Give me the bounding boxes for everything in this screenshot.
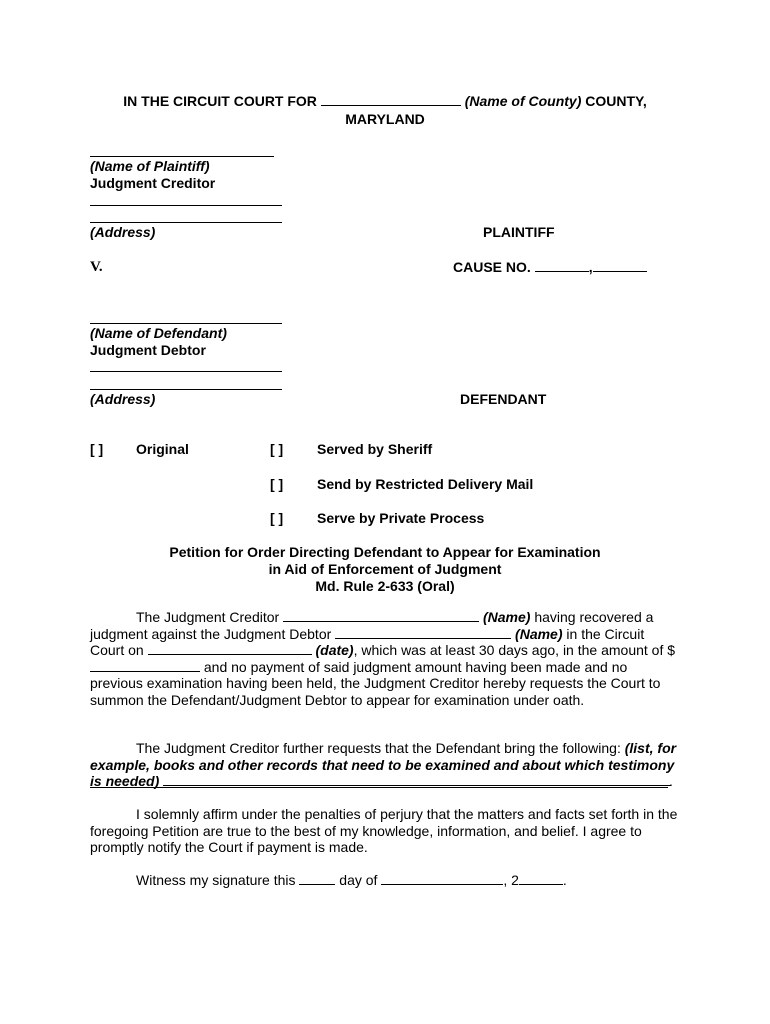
plaintiff-address-line-2[interactable]: [90, 222, 282, 223]
restricted-mail-label: Send by Restricted Delivery Mail: [317, 476, 534, 492]
petition-title-line1: Petition for Order Directing Defendant to Appear for Examination: [169, 544, 601, 560]
debtor-name-blank[interactable]: [335, 626, 511, 639]
defendant-name-line[interactable]: [90, 323, 282, 324]
petition-paragraph-2: The Judgment Creditor further requests that the Defendant bring the following: (list, for example, books and other records that need to be examined and about which testimony is needed): [90, 740, 677, 790]
witness-line: Witness my signature this day of , 2 .: [136, 872, 567, 888]
plaintiff-address-label: (Address): [90, 224, 156, 240]
original-label: Original: [136, 441, 189, 457]
private-process-checkbox[interactable]: [ ]: [270, 510, 284, 526]
served-by-sheriff-checkbox[interactable]: [ ]: [270, 441, 284, 457]
versus-label: V.: [90, 259, 103, 275]
defendant-name-label: (Name of Defendant): [90, 325, 227, 341]
petition-paragraph-1: The Judgment Creditor (Name) having recovered a judgment against the Judgment Debtor (Name) in the Circuit Court on (date), which was at least 30 days ago, in the amount of $ and no payment of said judgment amount having been made and no previous examination having been held, the Judgment Creditor hereby requests the Court to summon the Defendant/Judgment Debtor to appear for examination under oath.: [90, 609, 676, 708]
restricted-mail-checkbox[interactable]: [ ]: [270, 476, 284, 492]
witness-month-blank[interactable]: [381, 872, 503, 885]
cause-number-blank-2[interactable]: [593, 259, 647, 272]
county-name-blank[interactable]: [321, 93, 461, 106]
petition-title-line2: in Aid of Enforcement of Judgment: [268, 561, 502, 577]
original-checkbox[interactable]: [ ]: [90, 441, 104, 457]
plaintiff-name-line[interactable]: [90, 156, 274, 157]
private-process-label: Serve by Private Process: [317, 510, 485, 526]
defendant-address-label: (Address): [90, 391, 156, 407]
cause-number: CAUSE NO. ,: [453, 259, 647, 276]
items-list-blank-2[interactable]: [90, 787, 668, 788]
plaintiff-designation: PLAINTIFF: [483, 224, 555, 240]
petition-title-line3: Md. Rule 2-633 (Oral): [315, 578, 455, 594]
witness-day-blank[interactable]: [299, 872, 335, 885]
judgment-amount-blank[interactable]: [90, 659, 200, 672]
defendant-address-line-1[interactable]: [90, 371, 282, 372]
affirmation-paragraph: I solemnly affirm under the penalties of perjury that the matters and facts set forth in the foregoing Petition are true to the best of my knowledge, information, and belief. I agree to promptly notify the Court if payment is made.: [90, 806, 678, 856]
defendant-address-line-2[interactable]: [90, 389, 282, 390]
court-header-line2: MARYLAND: [345, 111, 425, 127]
plaintiff-role: Judgment Creditor: [90, 175, 216, 191]
defendant-designation: DEFENDANT: [460, 391, 547, 407]
creditor-name-blank[interactable]: [283, 609, 479, 622]
items-list-blank-1[interactable]: [163, 773, 671, 786]
witness-year-blank[interactable]: [519, 872, 563, 885]
court-header: [90, 93, 680, 128]
plaintiff-name-label: (Name of Plaintiff): [90, 158, 210, 174]
items-list-period: .: [669, 773, 673, 789]
cause-number-blank-1[interactable]: [535, 259, 589, 272]
plaintiff-address-line-1[interactable]: [90, 205, 282, 206]
court-header-line1: IN THE CIRCUIT COURT FOR (Name of County) COUNTY,: [123, 93, 647, 109]
petition-title: [90, 544, 680, 595]
defendant-role: Judgment Debtor: [90, 342, 206, 358]
served-by-sheriff-label: Served by Sheriff: [317, 441, 433, 457]
judgment-date-blank[interactable]: [148, 642, 312, 655]
